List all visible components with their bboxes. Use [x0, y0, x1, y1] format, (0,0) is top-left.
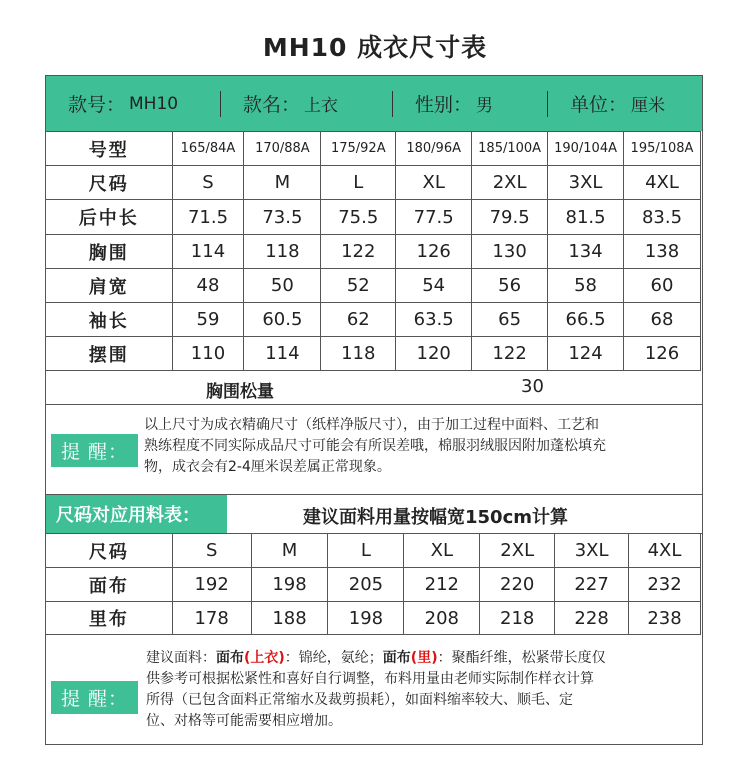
table-cell: 232 — [629, 568, 701, 602]
table-cell: 60 — [624, 269, 701, 303]
row-header: 号型 — [46, 132, 173, 166]
table-cell: 208 — [404, 602, 480, 635]
style-value: MH10 — [129, 93, 179, 114]
note-text-part: ：聚酯纤维，松紧带长度仅 — [437, 650, 606, 666]
table-cell: 165/84A — [172, 132, 244, 166]
reminder-badge: 提 醒： — [51, 434, 138, 467]
table-cell: 4XL — [624, 166, 701, 200]
table-cell: 71.5 — [172, 200, 244, 235]
note-line: 物，成衣会有2-4厘米误差属正常现象。 — [144, 459, 391, 475]
table-cell: 50 — [244, 269, 321, 303]
table-row — [46, 534, 701, 568]
table-row — [46, 269, 701, 303]
table-cell: 3XL — [548, 166, 624, 200]
unit-value: 厘米 — [631, 96, 666, 116]
table-cell: 81.5 — [548, 200, 624, 235]
fabric-section-tag: 尺码对应用料表： — [46, 495, 227, 533]
lining-tag: (里) — [410, 650, 438, 666]
note-line — [146, 648, 606, 669]
table-row — [46, 166, 701, 200]
table-cell: 122 — [472, 337, 548, 371]
style-name — [221, 76, 392, 131]
upper-garment-tag: (上衣) — [244, 650, 285, 666]
table-cell: 227 — [555, 568, 629, 602]
table-cell: 138 — [624, 235, 701, 269]
table-cell: 83.5 — [624, 200, 701, 235]
table-cell: XL — [396, 166, 472, 200]
table-cell: 73.5 — [244, 200, 321, 235]
table-cell: 180/96A — [396, 132, 472, 166]
table-cell: M — [244, 166, 321, 200]
table-row — [46, 303, 701, 337]
row-header: 尺码 — [46, 166, 173, 200]
table-cell: 59 — [172, 303, 244, 337]
style-label: 款号： — [68, 94, 126, 116]
table-cell: 228 — [555, 602, 629, 635]
table-cell: 48 — [172, 269, 244, 303]
fabric-table — [45, 533, 701, 635]
table-cell: S — [172, 534, 251, 568]
table-cell: S — [172, 166, 244, 200]
table-cell: 220 — [480, 568, 555, 602]
note-1 — [46, 405, 702, 492]
table-cell: 122 — [321, 235, 396, 269]
gender-label: 性别： — [415, 94, 473, 116]
note-text-part: ：锦纶，氨纶； — [284, 650, 383, 666]
table-cell: 54 — [396, 269, 472, 303]
note-2-text — [146, 648, 606, 732]
fabric-section-text: 建议面料用量按幅宽150cm计算 — [303, 507, 568, 528]
note-line: 以上尺寸为成衣精确尺寸（纸样净版尺寸），由于加工过程中面料、工艺和 — [144, 417, 599, 433]
row-header: 肩宽 — [46, 269, 173, 303]
table-cell: XL — [404, 534, 480, 568]
table-cell: 134 — [548, 235, 624, 269]
size-table — [45, 131, 701, 371]
table-row — [46, 602, 701, 635]
table-cell: 195/108A — [624, 132, 701, 166]
table-cell: 60.5 — [244, 303, 321, 337]
table-row — [46, 235, 701, 269]
table-cell: 190/104A — [548, 132, 624, 166]
table-cell: 65 — [472, 303, 548, 337]
table-cell: 118 — [321, 337, 396, 371]
row-header: 面布 — [46, 568, 173, 602]
table-cell: 170/88A — [244, 132, 321, 166]
info-bar — [46, 76, 702, 131]
table-row — [46, 200, 701, 235]
table-row — [46, 337, 701, 371]
table-cell: 114 — [244, 337, 321, 371]
page-title: MH10 成衣尺寸表 — [262, 33, 488, 62]
fabric-shell-label: 面布 — [216, 650, 244, 666]
table-cell: 3XL — [555, 534, 629, 568]
table-cell: 126 — [624, 337, 701, 371]
table-cell: 205 — [328, 568, 404, 602]
style-number — [46, 76, 220, 131]
table-cell: 62 — [321, 303, 396, 337]
table-cell: 75.5 — [321, 200, 396, 235]
table-cell: 66.5 — [548, 303, 624, 337]
table-cell: 124 — [548, 337, 624, 371]
table-cell: 198 — [251, 568, 328, 602]
table-cell: 68 — [624, 303, 701, 337]
table-cell: 120 — [396, 337, 472, 371]
fabric-shell-label: 面布 — [382, 650, 411, 666]
chest-ease-row — [46, 371, 702, 405]
row-header: 胸围 — [46, 235, 173, 269]
note-text-part: 建议面料： — [146, 650, 216, 666]
table-cell: 63.5 — [396, 303, 472, 337]
table-cell: 110 — [172, 337, 244, 371]
table-cell: 238 — [629, 602, 701, 635]
table-cell: 192 — [172, 568, 251, 602]
note-line: 所得（已包含面料正常缩水及裁剪损耗），如面料缩率较大、顺毛、定 — [146, 692, 573, 708]
table-cell: 77.5 — [396, 200, 472, 235]
row-header: 尺码 — [46, 534, 173, 568]
table-row — [46, 132, 701, 166]
note-1-text — [144, 415, 606, 478]
table-cell: 198 — [328, 602, 404, 635]
table-cell: 175/92A — [321, 132, 396, 166]
note-line: 供参考可根据松紧性和喜好自行调整，布料用量由老师实际制作样衣计算 — [146, 671, 594, 687]
table-cell: 212 — [404, 568, 480, 602]
gender — [393, 76, 547, 131]
table-cell: 2XL — [480, 534, 555, 568]
note-line: 位、对格等可能需要相应增加。 — [146, 713, 342, 729]
row-header: 摆围 — [46, 337, 173, 371]
unit — [548, 76, 702, 131]
table-cell: 178 — [172, 602, 251, 635]
row-header: 里布 — [46, 602, 173, 635]
table-cell: 218 — [480, 602, 555, 635]
unit-label: 单位： — [570, 94, 628, 116]
chest-ease-value: 30 — [521, 376, 544, 397]
table-cell: M — [251, 534, 328, 568]
reminder-badge: 提 醒： — [51, 681, 138, 714]
size-sheet — [45, 75, 703, 745]
table-cell: L — [321, 166, 396, 200]
table-cell: 130 — [472, 235, 548, 269]
table-cell: 79.5 — [472, 200, 548, 235]
table-cell: 4XL — [629, 534, 701, 568]
note-line: 熟练程度不同实际成品尺寸可能会有所误差哦，棉服羽绒服因附加蓬松填充 — [144, 438, 606, 454]
table-cell: 2XL — [472, 166, 548, 200]
table-cell: 118 — [244, 235, 321, 269]
chest-ease-label: 胸围松量 — [206, 382, 274, 402]
table-cell: 126 — [396, 235, 472, 269]
row-header: 后中长 — [46, 200, 173, 235]
table-row — [46, 568, 701, 602]
table-cell: L — [328, 534, 404, 568]
table-cell: 188 — [251, 602, 328, 635]
row-header: 袖长 — [46, 303, 173, 337]
fabric-section-header — [46, 494, 702, 534]
gender-value: 男 — [476, 96, 494, 116]
note-2 — [46, 635, 702, 745]
table-cell: 56 — [472, 269, 548, 303]
table-cell: 58 — [548, 269, 624, 303]
table-cell: 185/100A — [472, 132, 548, 166]
name-value: 上衣 — [304, 96, 339, 116]
table-cell: 114 — [172, 235, 244, 269]
table-cell: 52 — [321, 269, 396, 303]
name-label: 款名： — [243, 94, 301, 116]
